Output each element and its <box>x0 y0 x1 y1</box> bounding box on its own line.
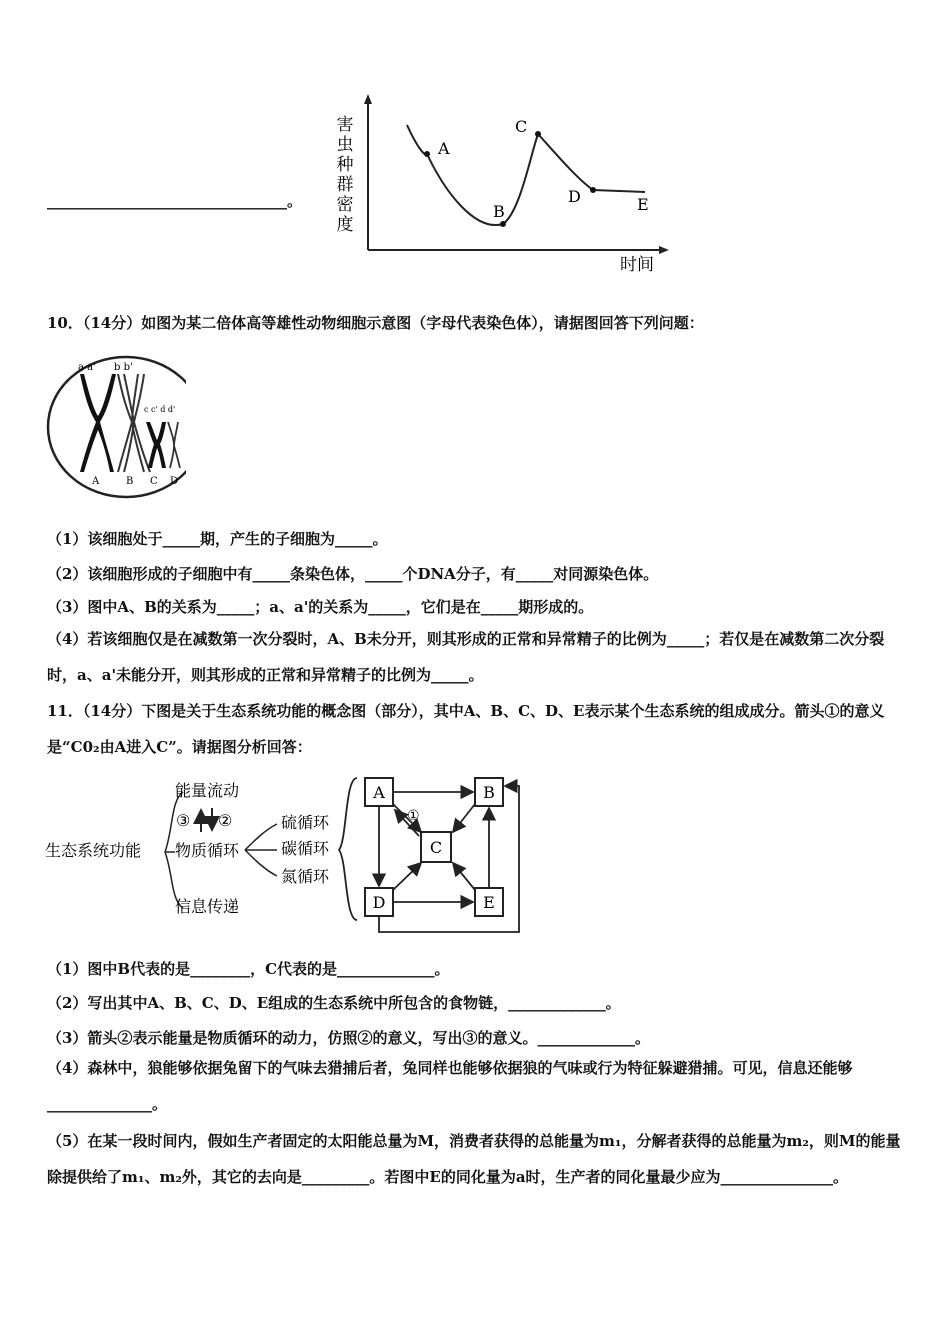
q9-answer-blank: ________________________________。 <box>47 192 303 210</box>
q11-sub2: （2）写出其中A、B、C、D、E组成的生态系统中所包含的食物链，_____________。 <box>47 994 621 1012</box>
arrow3-label: ③ <box>176 811 191 830</box>
q10-sub3: （3）图中A、B的关系为_____；a、a'的关系为_____，它们是在_____期形成的。 <box>47 598 594 616</box>
chromosome-a <box>80 374 116 472</box>
material-cycle-label: 物质循环 <box>175 841 240 860</box>
cycle-branch-bottom <box>245 850 277 876</box>
population-density-graph <box>325 92 670 277</box>
xlabel: 时间 <box>620 255 654 275</box>
q10-sub4: （4）若该细胞仅是在减数第一次分裂时，A、B未分开，则其形成的正常和异常精子的比例为_____；若仅是在减数第二次分裂时，a、a'未能分开，则其形成的正常和异常精子的比例为_____。 <box>47 630 885 684</box>
q11-sub1: （1）图中B代表的是________，C代表的是_____________。 <box>47 960 450 978</box>
point-d <box>590 187 596 193</box>
x-axis-arrow <box>659 246 669 254</box>
q10-sub1: （1）该细胞处于_____期，产生的子细胞为_____。 <box>47 530 388 548</box>
q11-header: 11．（14分）下图是关于生态系统功能的概念图（部分），其中A、B、C、D、E表示某个生态系统的组成成分。箭头①的意义是“C0₂由A进入C”。请据图分析回答： <box>47 702 885 756</box>
ylabel-char-3: 种 <box>336 155 354 175</box>
ylabel-char-4: 群 <box>336 175 354 195</box>
chromosome-c <box>146 422 166 468</box>
y-axis-arrow <box>364 94 372 104</box>
point-a <box>424 151 430 157</box>
label-e: E <box>637 195 649 214</box>
box-e-label: E <box>483 893 495 912</box>
arrow-d-c <box>393 863 421 890</box>
chromosome-b <box>118 374 150 472</box>
arrow-e-c <box>453 863 475 890</box>
q10-sub2: （2）该细胞形成的子细胞中有_____条染色体，_____个DNA分子，有_____对同源染色体。 <box>47 565 659 583</box>
sulfur-cycle: 硫循环 <box>281 813 330 832</box>
big-brace <box>339 778 357 920</box>
carbon-cycle: 碳循环 <box>281 839 330 858</box>
nitrogen-cycle: 氮循环 <box>281 867 330 886</box>
box-b-label: B <box>483 783 495 802</box>
point-b <box>500 221 506 227</box>
label-ccdd: c c' d d' <box>144 405 176 414</box>
cycle-branch-top <box>245 824 277 850</box>
arrow1-label: ① <box>407 808 420 824</box>
arrow2-label: ② <box>218 811 233 830</box>
chromosome-d <box>168 422 180 468</box>
ylabel-char-5: 密 <box>336 195 354 215</box>
info-transfer-label: 信息传递 <box>175 897 240 916</box>
q10-header: 10．（14分）如图为某二倍体高等雄性动物细胞示意图（字母代表染色体），请据图回答下列问题： <box>47 314 704 332</box>
ylabel-char-1: 害 <box>336 115 354 135</box>
q11-sub5: （5）在某一段时间内，假如生产者固定的太阳能总量为M，消费者获得的总能量为m₁，分解者获得的总能量为m₂，则M的能量除提供给了m₁、m₂外，其它的去向是_________。若图中E的同化量为a时，生产者的同化量最少应为_______________。 <box>47 1132 901 1186</box>
energy-flow-label: 能量流动 <box>175 781 240 800</box>
point-c <box>535 131 541 137</box>
label-bb: b b' <box>114 362 133 373</box>
ylabel-char-6: 度 <box>336 215 354 235</box>
label-b: B <box>493 202 505 221</box>
label-c: C <box>515 117 528 136</box>
cell-diagram <box>46 352 186 502</box>
label-aa: a a' <box>78 362 96 373</box>
q11-sub3: （3）箭头②表示能量是物质循环的动力，仿照②的意义，写出③的意义。_____________。 <box>47 1029 650 1047</box>
box-c-label: C <box>429 838 443 857</box>
arrow-b-c <box>453 804 475 832</box>
label-d: D <box>568 187 581 206</box>
label-B: B <box>126 476 134 487</box>
ylabel-char-2: 虫 <box>336 135 354 155</box>
label-a: A <box>438 139 450 158</box>
root-label: 生态系统功能 <box>45 841 142 860</box>
label-A: A <box>92 476 100 487</box>
q11-sub4: （4）森林中，狼能够依据兔留下的气味去猎捕后者，兔同样也能够依据狼的气味或行为特征躲避猎捕。可见，信息还能够______________。 <box>47 1059 853 1113</box>
label-C: C <box>150 476 158 487</box>
label-D: D <box>170 476 179 487</box>
cell-membrane <box>48 357 186 497</box>
ecosystem-concept-diagram <box>45 770 535 942</box>
box-d-label: D <box>372 893 386 912</box>
box-a-label: A <box>373 783 385 802</box>
